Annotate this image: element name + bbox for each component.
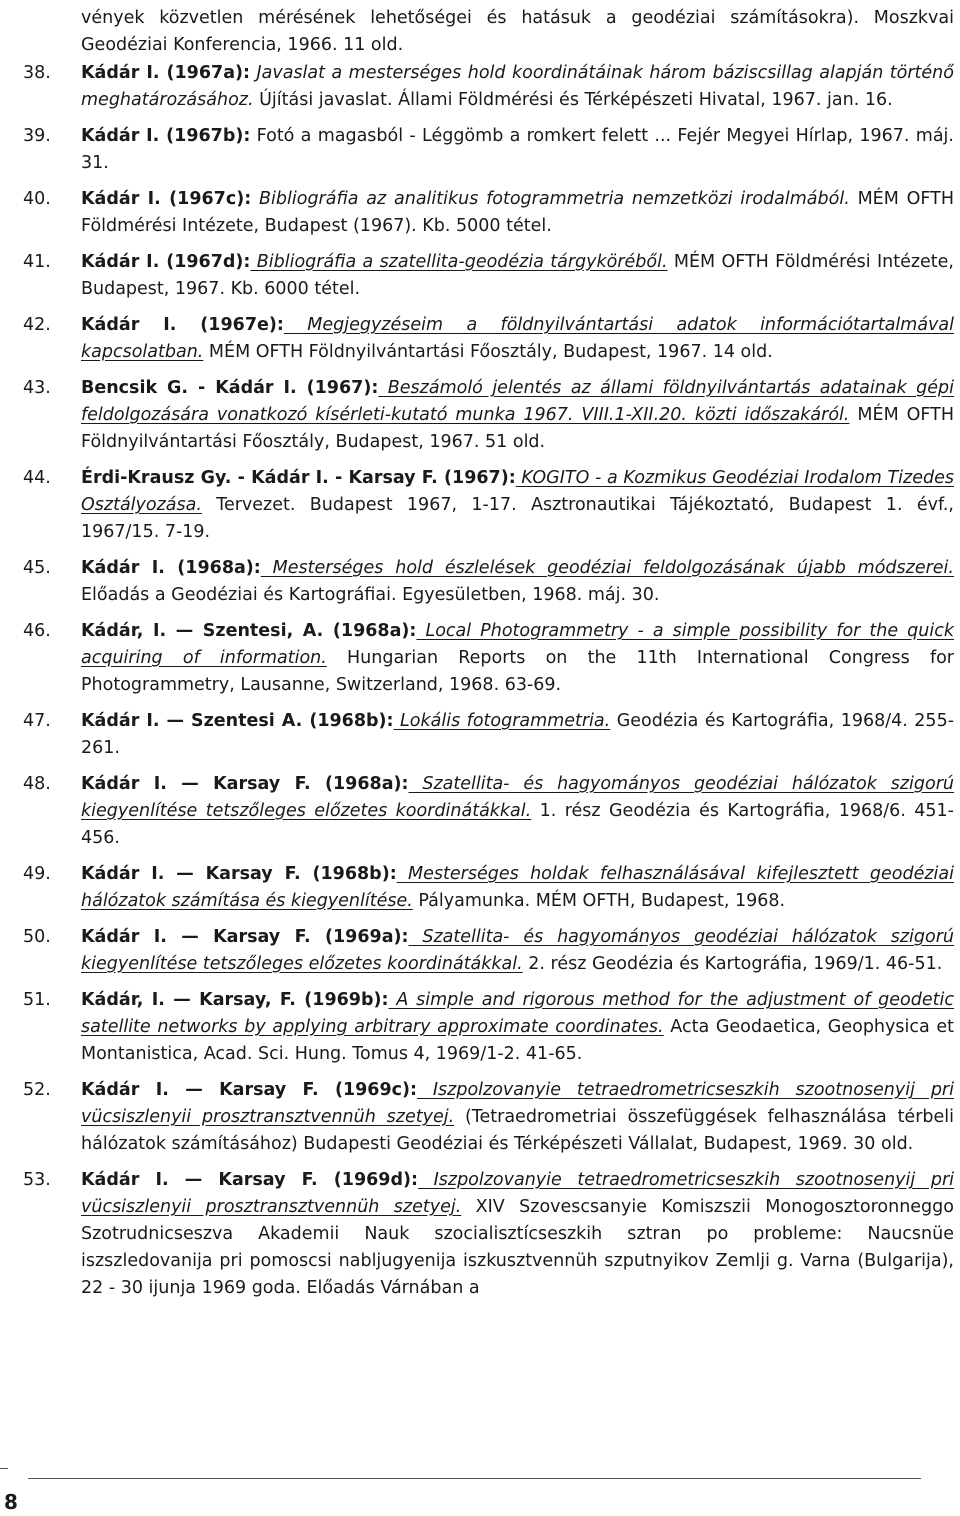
reference-text xyxy=(81,312,954,366)
reference-text xyxy=(81,1167,954,1302)
reference-number: 52. xyxy=(23,1080,51,1100)
reference-title: A simple and rigorous method for the adjustment of geodetic satellite networks by applying arbitrary approximate coordinates. xyxy=(81,990,954,1037)
reference-number: 48. xyxy=(23,774,51,794)
reference-entry xyxy=(0,708,960,762)
reference-entry xyxy=(0,375,960,456)
reference-number: 44. xyxy=(23,468,51,488)
reference-author: Kádár I. — Karsay F. (1969a): xyxy=(81,927,409,947)
reference-source: Újítási javaslat. Állami Földmérési és Térképészeti Hivatal, 1967. jan. 16. xyxy=(253,90,893,110)
reference-text xyxy=(81,771,954,852)
reference-text xyxy=(81,375,954,456)
reference-text xyxy=(81,555,954,609)
reference-number: 41. xyxy=(23,252,51,272)
reference-source: Hungarian Reports on the 11th International Congress for Photogrammetry, Lausanne, Switzerland, 1968. 63-69. xyxy=(81,648,955,695)
reference-number: 49. xyxy=(23,864,51,884)
reference-source: Pályamunka. MÉM OFTH, Budapest, 1968. xyxy=(412,891,786,911)
reference-author: Bencsik G. - Kádár I. (1967): xyxy=(81,378,379,398)
reference-number: 38. xyxy=(23,63,51,83)
reference-entry xyxy=(0,1167,960,1302)
reference-author: Kádár I. — Karsay F. (1969c): xyxy=(81,1080,418,1100)
reference-number: 51. xyxy=(23,990,51,1010)
reference-text xyxy=(81,186,954,240)
reference-number: 40. xyxy=(23,189,51,209)
reference-author: Kádár I. (1967e): xyxy=(81,315,284,335)
reference-source: Acta Geodaetica, Geophysica et Montanistica, Acad. Sci. Hung. Tomus 4, 1969/1-2. 41-65. xyxy=(81,1017,955,1064)
reference-title: Local Photogrammetry - a simple possibility for the quick acquiring of information. xyxy=(81,621,954,668)
reference-title: Szatellita- és hagyományos geodéziai hálózatok szigorú kiegyenlítése tetszőleges előzetes koordinátákkal. xyxy=(81,774,954,821)
reference-entry xyxy=(0,186,960,240)
reference-entry xyxy=(0,771,960,852)
reference-source: 1. rész Geodézia és Kartográfia, 1968/6. 451-456. xyxy=(81,801,954,848)
reference-entry xyxy=(0,1077,960,1158)
reference-entry xyxy=(0,465,960,546)
reference-title: KOGITO - a Kozmikus Geodéziai Irodalom Tizedes Osztályozása. xyxy=(81,468,954,515)
reference-author: Kádár I. — Karsay F. (1968b): xyxy=(81,864,397,884)
reference-entry xyxy=(0,312,960,366)
reference-source: Tervezet. Budapest 1967, 1-17. Asztronautikai Tájékoztató, Budapest 1. évf., 1967/15. 7-19. xyxy=(81,495,954,542)
reference-number: 53. xyxy=(23,1170,51,1190)
reference-number: 46. xyxy=(23,621,51,641)
reference-number: 39. xyxy=(23,126,51,146)
reference-text xyxy=(81,123,954,177)
reference-title: Szatellita- és hagyományos geodéziai hálózatok szigorú kiegyenlítése tetszőleges előzetes koordinátákkal. xyxy=(81,927,954,974)
reference-text xyxy=(81,987,954,1068)
reference-source: (Tetraedrometriai összefüggések felhasználása térbeli hálózatok számításához) Budapesti Geodéziai és Térképészeti Vállalat, Budapest, 1969. 30 old. xyxy=(81,1107,954,1154)
reference-entry xyxy=(0,924,960,978)
reference-source: Előadás a Geodéziai és Kartográfiai. Egyesületben, 1968. máj. 30. xyxy=(81,585,660,605)
reference-title: Beszámoló jelentés az állami földnyilvántartás adatainak gépi feldolgozására vonatkozó kísérleti-kutató munka 1967. VIII.1-XII.20. közti időszakáról. xyxy=(81,378,954,425)
reference-author: Kádár I. (1968a): xyxy=(81,558,261,578)
reference-number: 42. xyxy=(23,315,51,335)
reference-text xyxy=(81,465,954,546)
reference-author: Érdi-Krausz Gy. - Kádár I. - Karsay F. (1967): xyxy=(81,468,516,488)
reference-title: Iszpolzovanyie tetraedrometricseszkih szootnosenyij pri vücsiszlenyii prosztransztvennüh szetyej. xyxy=(81,1170,954,1217)
reference-title: Javaslat a mesterséges hold koordinátáinak három báziscsillag alapján történő meghatározásához. xyxy=(81,63,954,110)
reference-number: 43. xyxy=(23,378,51,398)
reference-entry xyxy=(0,555,960,609)
reference-author: Kádár, I. — Szentesi, A. (1968a): xyxy=(81,621,417,641)
reference-number: 45. xyxy=(23,558,51,578)
reference-text xyxy=(81,924,954,978)
reference-entry xyxy=(0,60,960,114)
reference-author: Kádár I. — Szentesi A. (1968b): xyxy=(81,711,394,731)
reference-list xyxy=(0,60,960,1311)
reference-title: Megjegyzéseim a földnyilvántartási adatok információtartalmával kapcsolatban. xyxy=(81,315,954,362)
reference-title: Bibliográfia az analitikus fotogrammetria nemzetközi irodalmából. xyxy=(251,189,850,209)
reference-number: 47. xyxy=(23,711,51,731)
footer-divider xyxy=(28,1478,921,1479)
reference-author: Kádár I. (1967b): xyxy=(81,126,251,146)
reference-entry xyxy=(0,123,960,177)
reference-title: Iszpolzovanyie tetraedrometricseszkih szootnosenyij pri vücsiszlenyii prosztransztvennüh szetyej. xyxy=(81,1080,954,1127)
reference-source: Geodézia és Kartográfia, 1968/4. 255-261. xyxy=(81,711,955,758)
reference-text xyxy=(81,60,954,114)
reference-author: Kádár I. — Karsay F. (1968a): xyxy=(81,774,409,794)
reference-entry xyxy=(0,618,960,699)
reference-source: 2. rész Geodézia és Kartográfia, 1969/1. 46-51. xyxy=(522,954,943,974)
reference-entry xyxy=(0,861,960,915)
reference-source: XIV Szovescsanyie Komiszszii Monogosztoronneggo Szotrudnicseszva Akademii Nauk szocialisztícseszkih sztran po probleme: Naucsnüe iszszledovanija pri pomoscsi nabljugyenija iszkusztvennüh szputnyikov Zemlji g. Varna (Bulgarija), 22 - 30 ijunja 1969 goda. Előadás Várnában a xyxy=(81,1197,954,1298)
reference-text xyxy=(81,618,954,699)
page-number: 8 xyxy=(4,1490,18,1514)
reference-source: MÉM OFTH Földmérési Intézete, Budapest (1967). Kb. 5000 tétel. xyxy=(81,189,954,236)
reference-title: Bibliográfia a szatellita-geodézia tárgyköréből. xyxy=(250,252,668,272)
reference-title: Mesterséges hold észlelések geodéziai feldolgozásának újabb módszerei. xyxy=(260,558,954,578)
reference-entry xyxy=(0,249,960,303)
reference-author: Kádár I. (1967d): xyxy=(81,252,251,272)
reference-source: MÉM OFTH Földnyilvántartási Főosztály, Budapest, 1967. 14 old. xyxy=(203,342,773,362)
reference-source: MÉM OFTH Földnyilvántartási Főosztály, Budapest, 1967. 51 old. xyxy=(81,405,954,452)
reference-author: Kádár I. (1967c): xyxy=(81,189,252,209)
reference-text xyxy=(81,708,954,762)
reference-number: 50. xyxy=(23,927,51,947)
reference-title: Lokális fotogrammetria. xyxy=(393,711,611,731)
reference-text xyxy=(81,249,954,303)
footer-divider-stub xyxy=(0,1468,8,1469)
reference-author: Kádár I. — Karsay F. (1969d): xyxy=(81,1170,418,1190)
continuation-text: vények közvetlen mérésének lehetőségei és hatásuk a geodéziai számításokra). Moszkvai Geodéziai Konferencia, 1966. 11 old. xyxy=(81,8,954,55)
reference-text xyxy=(81,1077,954,1158)
reference-author: Kádár, I. — Karsay, F. (1969b): xyxy=(81,990,389,1010)
reference-author: Kádár I. (1967a): xyxy=(81,63,250,83)
reference-title: Mesterséges holdak felhasználásával kifejlesztett geodéziai hálózatok számítása és kiegyenlítése. xyxy=(81,864,954,911)
reference-source: Fotó a magasból - Léggömb a romkert felett ... Fejér Megyei Hírlap, 1967. máj. 31. xyxy=(81,126,954,173)
reference-entry xyxy=(0,987,960,1068)
reference-text xyxy=(81,861,954,915)
reference-source: MÉM OFTH Földmérési Intézete, Budapest, 1967. Kb. 6000 tétel. xyxy=(81,252,954,299)
